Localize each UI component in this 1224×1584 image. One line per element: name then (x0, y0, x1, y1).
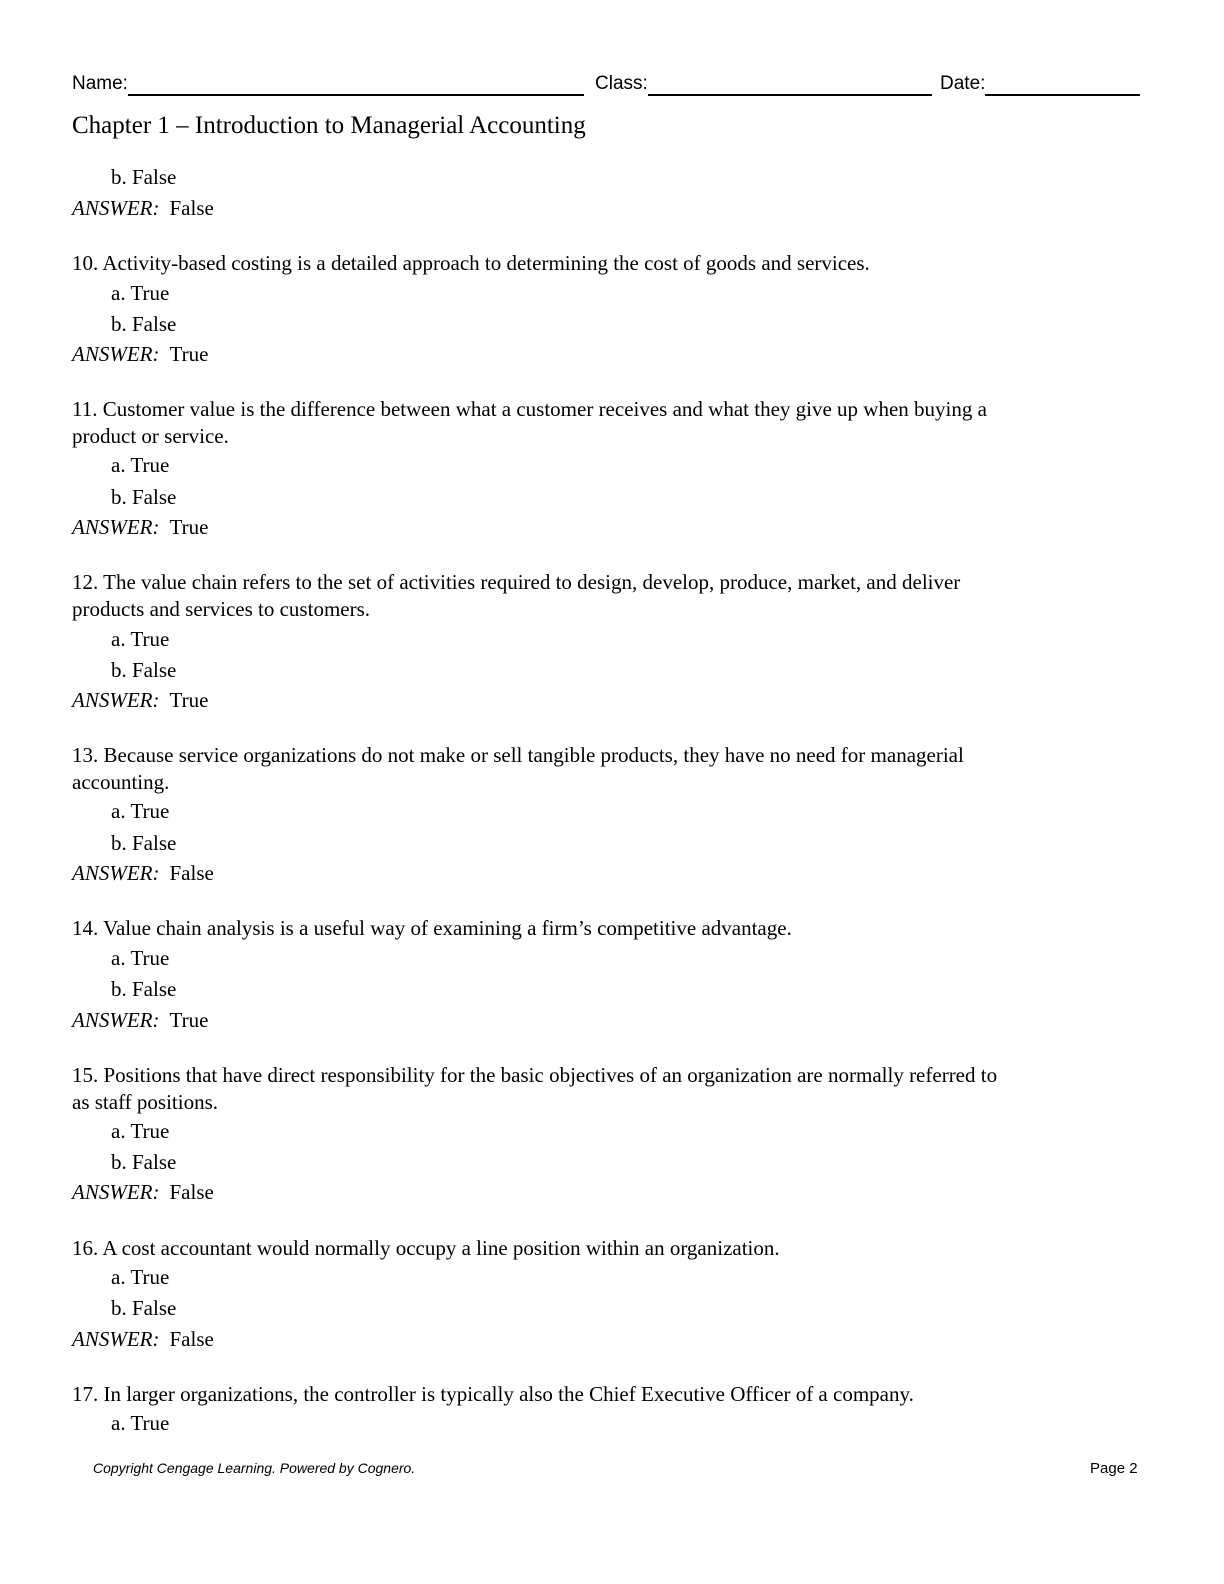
option-b: b. False (111, 312, 177, 336)
option-b: b. False (111, 658, 177, 682)
option-a: a. True (111, 946, 170, 970)
answer-label: ANSWER: (72, 515, 160, 539)
answer-value: False (169, 861, 214, 885)
answer-label: ANSWER: (72, 861, 160, 885)
answer-line (72, 1326, 214, 1352)
question-text: 13. Because service organizations do not make or sell tangible products, they have no need for managerial (72, 743, 964, 767)
question-text: 11. Customer value is the difference between what a customer receives and what they give up when buying a (72, 397, 987, 421)
option-b: b. False (111, 831, 177, 855)
option-a: a. True (111, 281, 170, 305)
date-label: Date: (940, 73, 986, 94)
answer-line (72, 1007, 208, 1033)
date-blank-line (985, 74, 1140, 96)
class-label: Class: (595, 73, 648, 94)
answer-label: ANSWER: (72, 196, 160, 220)
answer-line (72, 341, 208, 367)
answer-value: False (169, 1327, 214, 1351)
answer-line (72, 860, 214, 886)
date-field (940, 70, 1140, 96)
answer-line (72, 1179, 214, 1205)
answer-value: False (169, 196, 214, 220)
answer-label: ANSWER: (72, 688, 160, 712)
answer-label: ANSWER: (72, 1008, 160, 1032)
option-a: a. True (111, 1265, 170, 1289)
question-text-continued: product or service. (72, 424, 229, 448)
question-text: 10. Activity-based costing is a detailed approach to determining the cost of goods and services. (72, 251, 870, 275)
answer-label: ANSWER: (72, 342, 160, 366)
option-a: a. True (111, 453, 170, 477)
option-a: a. True (111, 799, 170, 823)
name-blank-line (128, 74, 584, 96)
option-b: b. False (111, 977, 177, 1001)
question-text-continued: accounting. (72, 770, 170, 794)
answer-label: ANSWER: (72, 1327, 160, 1351)
answer-value: True (169, 342, 209, 366)
name-label: Name: (72, 73, 128, 94)
option-b: b. False (111, 165, 177, 189)
option-b: b. False (111, 485, 177, 509)
question-text: 14. Value chain analysis is a useful way of examining a firm’s competitive advantage. (72, 916, 792, 940)
chapter-title: Chapter 1 – Introduction to Managerial Accounting (72, 112, 586, 139)
answer-line (72, 195, 214, 221)
answer-value: True (169, 515, 209, 539)
page-number: Page 2 (1090, 1460, 1138, 1477)
option-a: a. True (111, 1119, 170, 1143)
question-text: 15. Positions that have direct responsibility for the basic objectives of an organization are normally referred to (72, 1063, 998, 1087)
option-b: b. False (111, 1296, 177, 1320)
question-text-continued: as staff positions. (72, 1090, 219, 1114)
answer-value: True (169, 1008, 209, 1032)
question-text: 17. In larger organizations, the controller is typically also the Chief Executive Officer of a company. (72, 1382, 914, 1406)
option-b: b. False (111, 1150, 177, 1174)
question-text: 16. A cost accountant would normally occupy a line position within an organization. (72, 1236, 780, 1260)
answer-value: False (169, 1180, 214, 1204)
question-text-continued: products and services to customers. (72, 597, 371, 621)
name-field (72, 70, 584, 96)
class-field (595, 70, 932, 96)
option-a: a. True (111, 627, 170, 651)
question-text: 12. The value chain refers to the set of activities required to design, develop, produce, market, and deliver (72, 570, 961, 594)
answer-line (72, 687, 208, 713)
answer-line (72, 514, 208, 540)
class-blank-line (648, 74, 932, 96)
student-info-header (72, 70, 1142, 98)
answer-value: True (169, 688, 209, 712)
copyright-footer: Copyright Cengage Learning. Powered by Cognero. (93, 1460, 416, 1476)
option-a: a. True (111, 1411, 170, 1435)
answer-label: ANSWER: (72, 1180, 160, 1204)
